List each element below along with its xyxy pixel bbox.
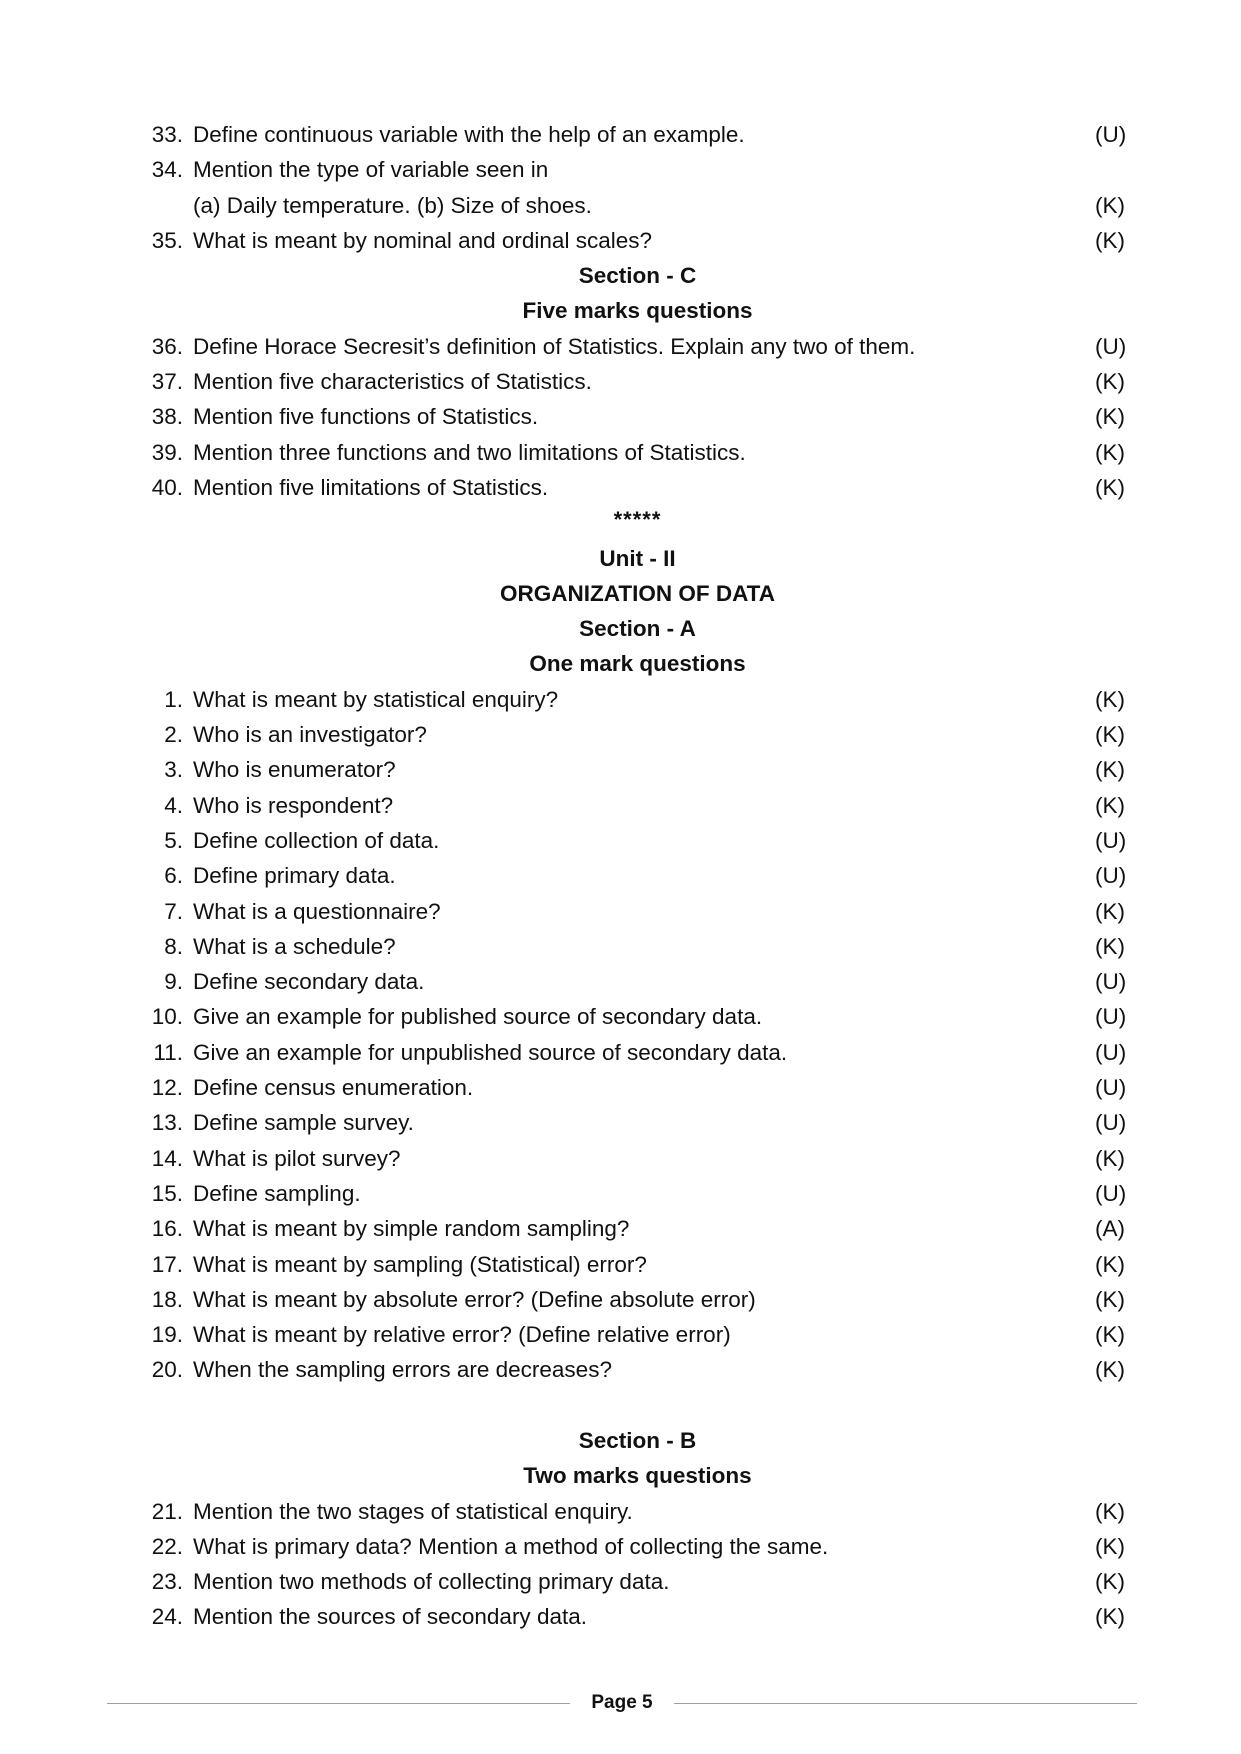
question-number: 14. [151, 1145, 183, 1171]
question-item [140, 470, 1135, 505]
question-item [140, 435, 1135, 470]
question-list [140, 329, 1135, 505]
cognitive-level: (K) [1095, 404, 1125, 430]
question-number: 2. [164, 722, 183, 748]
cognitive-level: (U) [1095, 863, 1127, 889]
cognitive-level: (K) [1095, 439, 1125, 465]
question-number: 6. [164, 863, 183, 889]
question-text: Mention the sources of secondary data. [193, 1604, 587, 1630]
question-item [140, 223, 1135, 258]
question-item [140, 858, 1135, 893]
cognitive-level: (K) [1095, 1145, 1125, 1171]
question-text: Mention two methods of collecting primary data. [193, 1569, 670, 1595]
question-item [140, 399, 1135, 434]
question-text: What is meant by relative error? (Define relative error) [193, 1322, 731, 1348]
question-text: Define continuous variable with the help of an example. [193, 122, 745, 147]
question-item [140, 788, 1135, 823]
section-subtitle: Two marks questions [523, 1463, 752, 1489]
cognitive-level: (K) [1095, 1286, 1125, 1312]
question-number: 9. [164, 969, 183, 995]
question-item [140, 1599, 1135, 1634]
question-text: Mention five functions of Statistics. [193, 404, 539, 430]
question-text: What is pilot survey? [193, 1145, 401, 1171]
question-text: When the sampling errors are decreases? [193, 1357, 612, 1383]
question-number: 24. [151, 1604, 183, 1630]
question-text: What is a schedule? [193, 933, 396, 959]
footer-rule-left [107, 1703, 570, 1704]
question-text: Mention three functions and two limitations of Statistics. [193, 439, 746, 465]
question-list [140, 117, 1135, 258]
question-text: Define collection of data. [193, 827, 440, 853]
cognitive-level: (K) [1095, 757, 1125, 783]
cognitive-level: (K) [1095, 1569, 1125, 1595]
question-text: What is meant by simple random sampling? [193, 1216, 630, 1242]
question-text: Who is enumerator? [193, 757, 396, 783]
question-item [140, 152, 1135, 187]
cognitive-level: (K) [1095, 474, 1125, 500]
cognitive-level: (A) [1095, 1216, 1125, 1242]
cognitive-level: (U) [1095, 122, 1127, 147]
question-item [140, 929, 1135, 964]
question-item [140, 1352, 1135, 1387]
question-text: Define census enumeration. [193, 1075, 474, 1101]
question-text: What is a questionnaire? [193, 898, 441, 924]
question-text: Mention the two stages of statistical enquiry. [193, 1498, 633, 1524]
question-text: Give an example for unpublished source of secondary data. [193, 1039, 788, 1065]
question-item [140, 682, 1135, 717]
question-number: 10. [151, 1004, 183, 1030]
unit-title: Unit - II [599, 545, 676, 571]
question-item [140, 999, 1135, 1034]
question-item [140, 1141, 1135, 1176]
section-title: Section - B [578, 1427, 697, 1453]
question-text: Define Horace Secresit’s definition of Statistics. Explain any two of them. [193, 333, 916, 359]
question-item [140, 1070, 1135, 1105]
question-item [140, 188, 1135, 223]
question-text: Give an example for published source of secondary data. [193, 1004, 763, 1030]
question-item [140, 329, 1135, 364]
question-text: What is meant by statistical enquiry? [193, 686, 559, 712]
cognitive-level: (K) [1095, 227, 1125, 253]
question-number: 33. [151, 122, 183, 147]
section-title: Section - C [578, 263, 697, 289]
question-text: What is meant by nominal and ordinal scales? [193, 227, 652, 253]
question-item [140, 894, 1135, 929]
cognitive-level: (U) [1095, 1039, 1127, 1065]
question-number: 37. [151, 369, 183, 395]
question-number: 19. [151, 1322, 183, 1348]
question-text: Define sample survey. [193, 1110, 414, 1136]
page-footer [107, 1688, 1137, 1718]
cognitive-level: (K) [1095, 792, 1125, 818]
cognitive-level: (U) [1095, 333, 1127, 359]
question-item [140, 1176, 1135, 1211]
question-number: 36. [151, 333, 183, 359]
cognitive-level: (K) [1095, 192, 1125, 218]
cognitive-level: (K) [1095, 898, 1125, 924]
cognitive-level: (K) [1095, 1604, 1125, 1630]
cognitive-level: (K) [1095, 1251, 1125, 1277]
separator-stars: ***** [613, 507, 662, 533]
cognitive-level: (K) [1095, 1322, 1125, 1348]
question-text: Mention five characteristics of Statistics. [193, 369, 592, 395]
question-number: 17. [151, 1251, 183, 1277]
question-number: 12. [151, 1075, 183, 1101]
question-text: Who is respondent? [193, 792, 394, 818]
cognitive-level: (K) [1095, 1498, 1125, 1524]
question-item [140, 1035, 1135, 1070]
question-item [140, 752, 1135, 787]
page-content [140, 117, 1135, 1635]
question-number: 13. [151, 1110, 183, 1136]
cognitive-level: (K) [1095, 686, 1125, 712]
question-number: 5. [164, 827, 183, 853]
unit-name: ORGANIZATION OF DATA [500, 580, 775, 606]
section-subtitle: One mark questions [529, 651, 746, 677]
question-number: 39. [151, 439, 183, 465]
question-item [140, 1105, 1135, 1140]
question-text: (a) Daily temperature. (b) Size of shoes. [193, 192, 592, 218]
question-item [140, 1529, 1135, 1564]
question-item [140, 1247, 1135, 1282]
question-number: 3. [164, 757, 183, 783]
question-number: 18. [151, 1286, 183, 1312]
question-number: 34. [151, 157, 183, 183]
cognitive-level: (U) [1095, 1110, 1127, 1136]
question-text: Mention the type of variable seen in [193, 157, 549, 183]
cognitive-level: (U) [1095, 1075, 1127, 1101]
question-item [140, 1282, 1135, 1317]
question-number: 35. [151, 227, 183, 253]
cognitive-level: (U) [1095, 827, 1127, 853]
spacer [140, 1388, 1135, 1423]
question-number: 15. [151, 1180, 183, 1206]
question-item [140, 364, 1135, 399]
question-number: 21. [151, 1498, 183, 1524]
question-number: 20. [151, 1357, 183, 1383]
question-text: Who is an investigator? [193, 722, 427, 748]
question-number: 22. [151, 1533, 183, 1559]
section-subtitle: Five marks questions [522, 298, 753, 324]
question-text: What is primary data? Mention a method of collecting the same. [193, 1533, 829, 1559]
question-item [140, 1211, 1135, 1246]
question-text: Define secondary data. [193, 969, 425, 995]
question-item [140, 823, 1135, 858]
cognitive-level: (K) [1095, 1357, 1125, 1383]
cognitive-level: (U) [1095, 1004, 1127, 1030]
question-number: 40. [151, 474, 183, 500]
question-number: 1. [164, 686, 183, 712]
question-list [140, 682, 1135, 1388]
question-item [140, 964, 1135, 999]
question-item [140, 1317, 1135, 1352]
footer-rule-right [674, 1703, 1137, 1704]
question-number: 38. [151, 404, 183, 430]
section-title: Section - A [579, 616, 696, 642]
question-text: What is meant by absolute error? (Define absolute error) [193, 1286, 756, 1312]
question-text: Define primary data. [193, 863, 396, 889]
question-list [140, 1494, 1135, 1635]
question-item [140, 1494, 1135, 1529]
cognitive-level: (K) [1095, 933, 1125, 959]
question-item [140, 1564, 1135, 1599]
question-text: Mention five limitations of Statistics. [193, 474, 549, 500]
question-number: 8. [164, 933, 183, 959]
question-item [140, 117, 1135, 152]
cognitive-level: (K) [1095, 722, 1125, 748]
question-number: 4. [164, 792, 183, 818]
cognitive-level: (K) [1095, 1533, 1125, 1559]
cognitive-level: (U) [1095, 1180, 1127, 1206]
cognitive-level: (K) [1095, 369, 1125, 395]
question-number: 7. [164, 898, 183, 924]
question-number: 11. [153, 1039, 183, 1065]
question-text: What is meant by sampling (Statistical) error? [193, 1251, 647, 1277]
question-item [140, 717, 1135, 752]
question-text: Define sampling. [193, 1180, 361, 1206]
page-number: Page 5 [591, 1692, 653, 1713]
cognitive-level: (U) [1095, 969, 1127, 995]
question-number: 16. [151, 1216, 183, 1242]
question-number: 23. [151, 1569, 183, 1595]
